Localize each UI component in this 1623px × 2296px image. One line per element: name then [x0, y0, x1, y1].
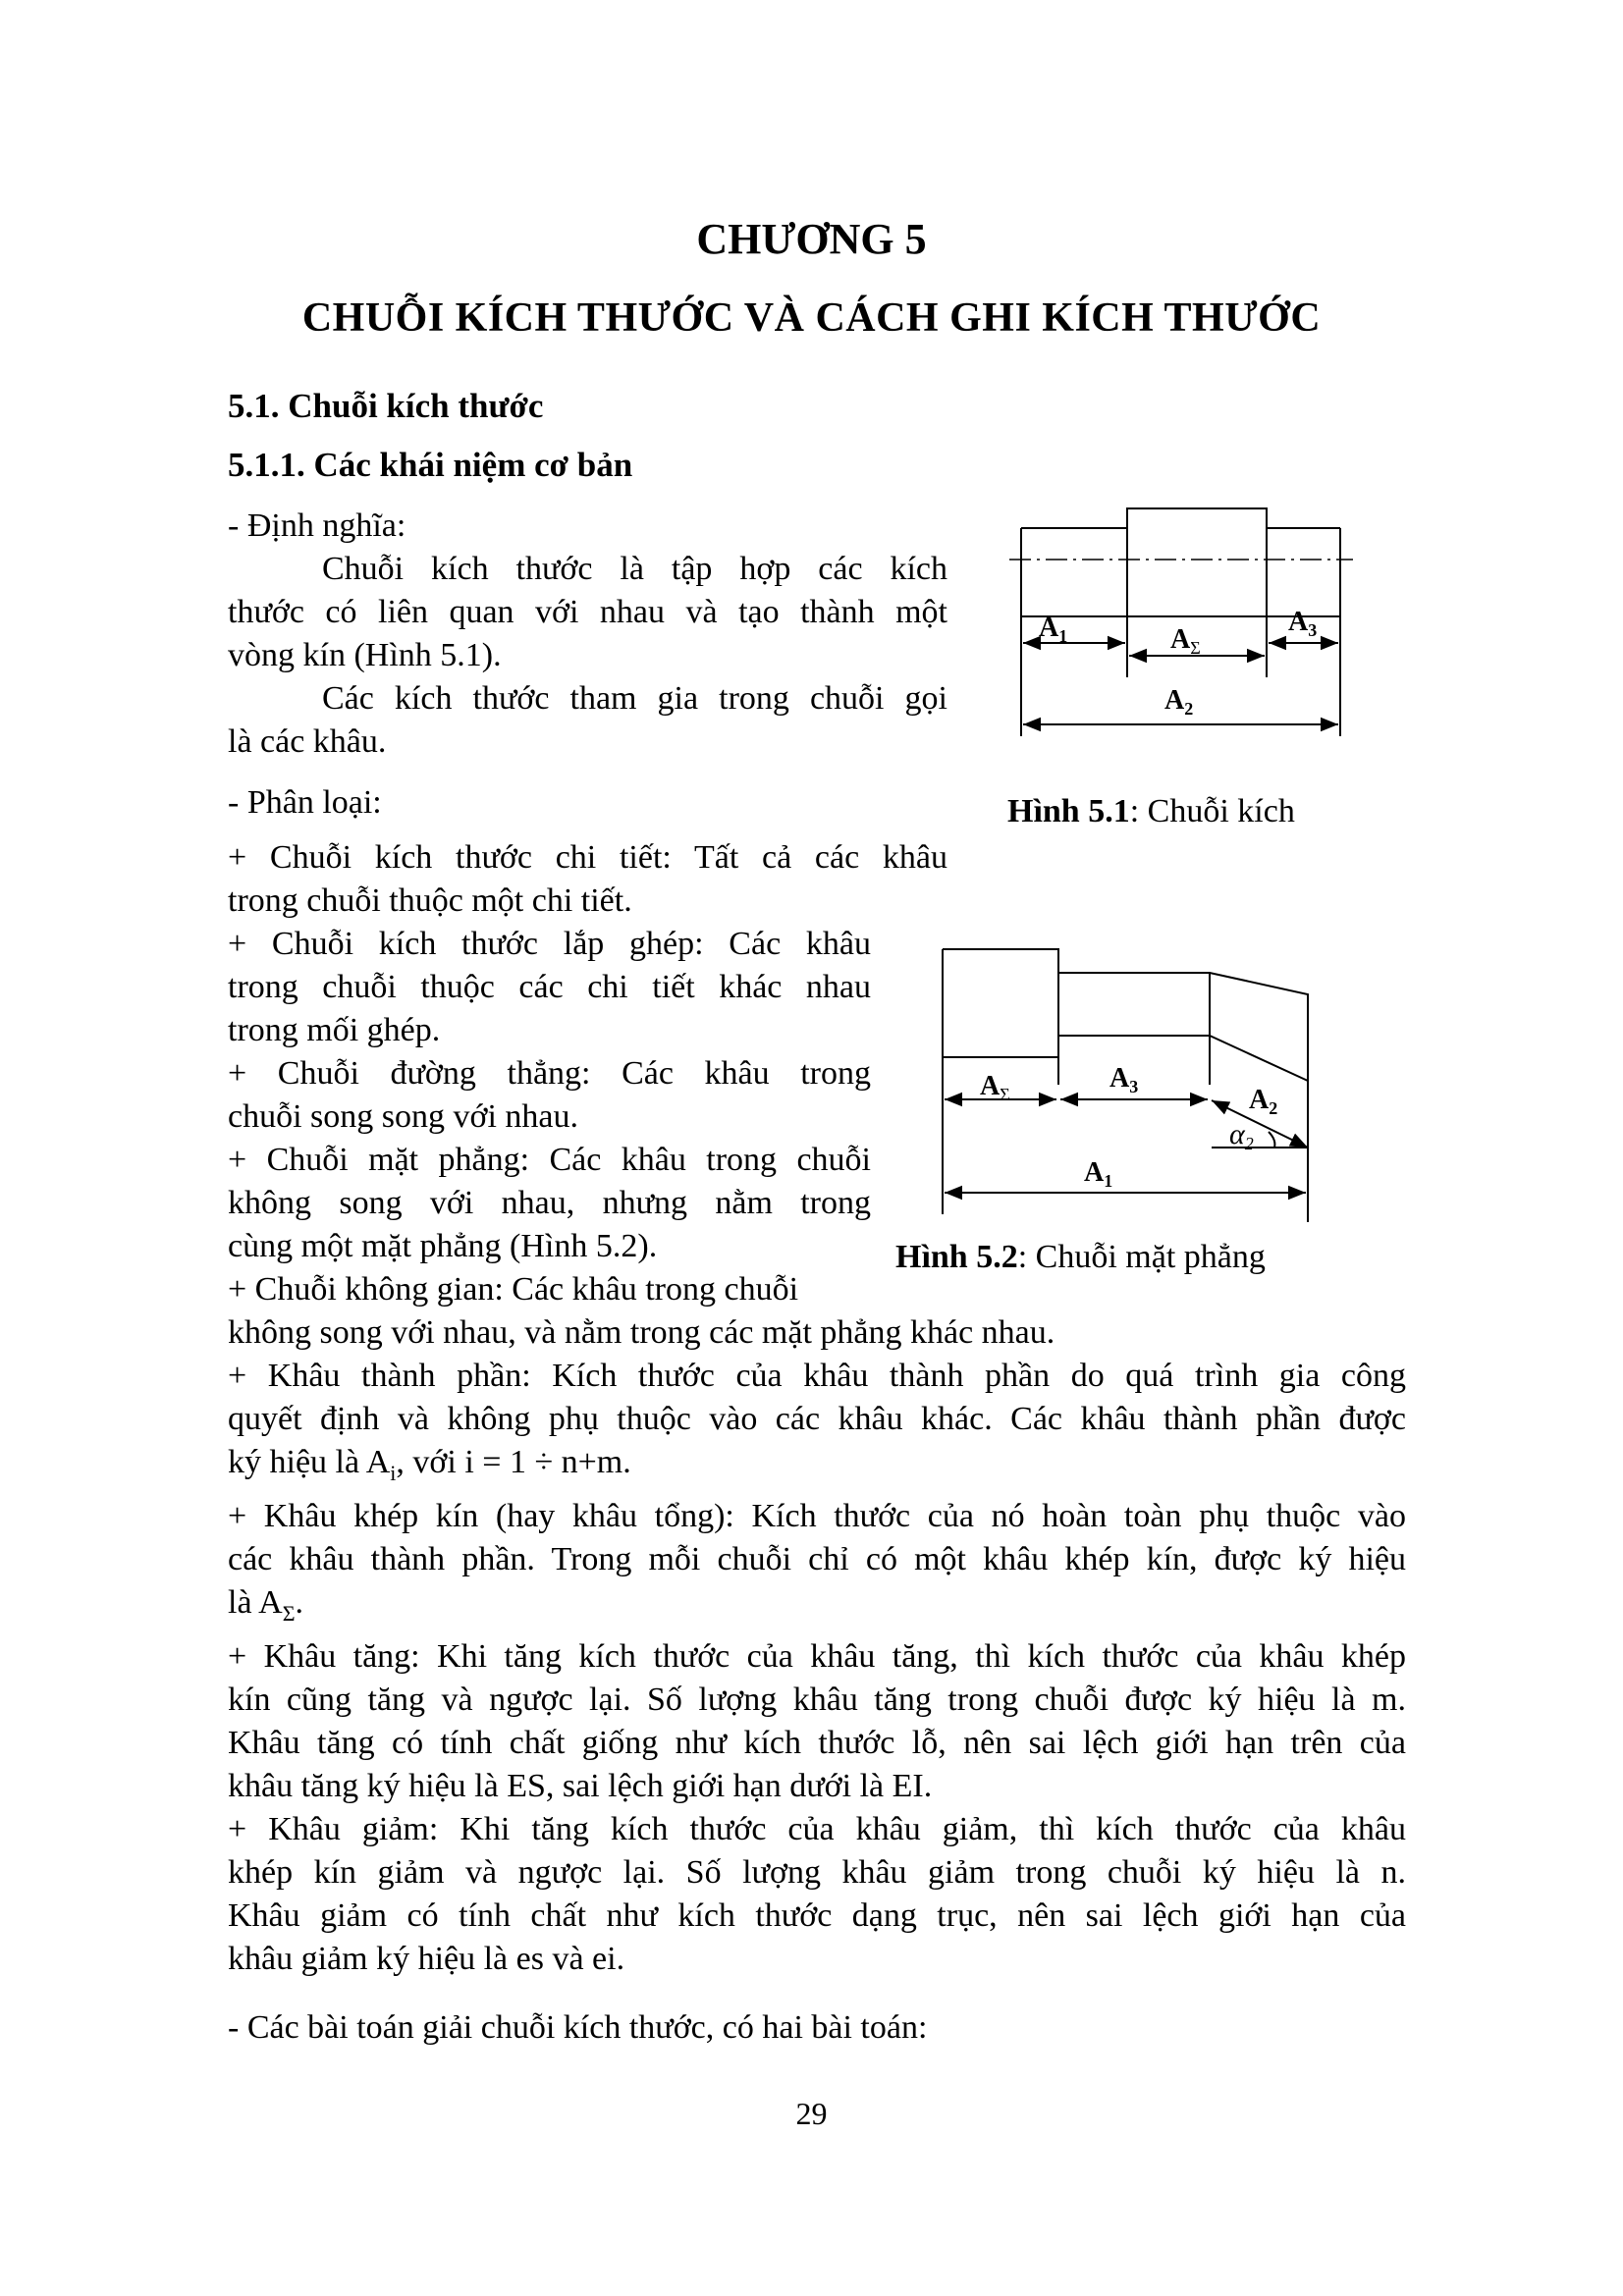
classification-heading: - Phân loại:: [228, 784, 382, 821]
text-line: Khâu tăng có tính chất giống như kích thước lỗ, nên sai lệch giới hạn trên của: [228, 1724, 1406, 1761]
caption-text: : Chuỗi kích: [1129, 793, 1295, 829]
page-number: 29: [795, 2096, 828, 2131]
label-a1: $A_1$: [1039, 613, 1068, 646]
last-line: - Các bài toán giải chuỗi kích thước, có hai bài toán:: [228, 2009, 928, 2046]
text-line: trong chuỗi thuộc các chi tiết khác nhau: [228, 969, 871, 1005]
text-line: + Chuỗi kích thước chi tiết: Tất cả các khâu: [228, 839, 947, 876]
text-line: + Khâu khép kín (hay khâu tổng): Kích thước của nó hoàn toàn phụ thuộc vào: [228, 1497, 1406, 1534]
definition-paragraph-1: [228, 548, 947, 764]
chapter-number: CHƯƠNG 5: [696, 215, 927, 263]
figure-5-1-caption: [1007, 793, 1295, 830]
text-line: trong chuỗi thuộc một chi tiết.: [228, 882, 632, 919]
angle-arc-alpha: [1269, 1132, 1274, 1148]
text-line: quyết định và không phụ thuộc vào các khâu khác. Các khâu thành phần được: [228, 1401, 1406, 1437]
label-alpha: $\alpha_2$: [1229, 1118, 1254, 1153]
text-line: khâu giảm ký hiệu là es và ei.: [228, 1940, 625, 1977]
label-a1: $A_1$: [1084, 1157, 1113, 1191]
text-line: Các kích thước tham gia trong chuỗi gọi: [322, 680, 947, 717]
text-line: khép kín giảm và ngược lại. Số lượng khâu giảm trong chuỗi ký hiệu là n.: [228, 1853, 1406, 1891]
text-line: không song với nhau, và nằm trong các mặt phẳng khác nhau.: [228, 1314, 1055, 1351]
text-line: kín cũng tăng và ngược lại. Số lượng khâu tăng trong chuỗi được ký hiệu là m.: [228, 1681, 1406, 1718]
text-line: + Chuỗi đường thẳng: Các khâu trong: [228, 1055, 871, 1092]
text-line: vòng kín (Hình 5.1).: [228, 637, 502, 673]
label-a3: $A_3$: [1109, 1063, 1139, 1096]
caption-label: Hình 5.2: [895, 1239, 1018, 1275]
caption-label: Hình 5.1: [1007, 793, 1130, 829]
label-a2: $A_2$: [1164, 685, 1194, 719]
text-line: không song với nhau, nhưng nằm trong: [228, 1185, 871, 1221]
part-outline-top: [1021, 508, 1340, 528]
caption-text: : Chuỗi mặt phẳng: [1017, 1239, 1266, 1275]
text-run: , với i = 1 ÷ n+m.: [396, 1444, 631, 1480]
text-line: là các khâu.: [228, 723, 387, 760]
part-outline-left-block: [943, 949, 1058, 1057]
text-line: các khâu thành phần. Trong mỗi chuỗi chỉ có một khâu khép kín, được ký hiệu: [228, 1540, 1406, 1577]
text-line: [228, 1441, 1406, 1495]
classification-wide-lines: [228, 836, 947, 923]
text-line: + Chuỗi không gian: Các khâu trong chuỗi: [228, 1271, 799, 1308]
text-line: + Chuỗi mặt phẳng: Các khâu trong chuỗi: [228, 1142, 871, 1178]
text-line: cùng một mặt phẳng (Hình 5.2).: [228, 1228, 658, 1264]
chapter-title: CHUỖI KÍCH THƯỚC VÀ CÁCH GHI KÍCH THƯỚC: [301, 295, 1322, 341]
figure-5-2-diagram: [933, 937, 1325, 1222]
body-text: [228, 1311, 1406, 1981]
label-a2: $A_2$: [1249, 1085, 1278, 1118]
text-line: Khâu giảm có tính chất như kích thước dạng trục, nên sai lệch giới hạn của: [228, 1896, 1406, 1934]
text-line: + Khâu tăng: Khi tăng kích thước của khâu tăng, thì kích thước của khâu khép: [228, 1637, 1406, 1675]
section-title: 5.1. Chuỗi kích thước: [228, 387, 544, 425]
label-a3: $A_3$: [1288, 607, 1318, 640]
text-line: + Chuỗi kích thước lắp ghép: Các khâu: [228, 926, 871, 962]
text-line: khâu tăng ký hiệu là ES, sai lệch giới hạn dưới là EI.: [228, 1767, 933, 1804]
text-line: [228, 1581, 1406, 1635]
text-line: trong mối ghép.: [228, 1012, 441, 1048]
label-asum: $A_\Sigma$: [1170, 624, 1201, 658]
text-line: thước có liên quan với nhau và tạo thành một: [228, 594, 947, 630]
definition-heading: - Định nghĩa:: [228, 507, 406, 544]
subscript: Σ: [282, 1600, 296, 1626]
text-line: chuỗi song song với nhau.: [228, 1098, 579, 1135]
text-line: + Khâu giảm: Khi tăng kích thước của khâu giảm, thì kích thước của khâu: [228, 1810, 1406, 1847]
subscript: i: [390, 1460, 397, 1485]
text-line: + Khâu thành phần: Kích thước của khâu thành phần do quá trình gia công: [228, 1358, 1406, 1394]
text-line: Chuỗi kích thước là tập hợp các kích: [322, 551, 947, 587]
part-outline-middle-right: [1058, 1036, 1308, 1081]
label-asum: $A_\Sigma$: [980, 1071, 1010, 1104]
text-run: .: [295, 1583, 304, 1621]
text-run: ký hiệu là A: [228, 1444, 391, 1480]
figure-5-1-diagram: [1001, 491, 1375, 756]
text-run: là A: [228, 1583, 283, 1621]
classification-narrow-lines: [228, 923, 871, 1311]
subsection-title: 5.1.1. Các khái niệm cơ bản: [228, 446, 633, 484]
figure-5-2-caption: [895, 1239, 1266, 1276]
